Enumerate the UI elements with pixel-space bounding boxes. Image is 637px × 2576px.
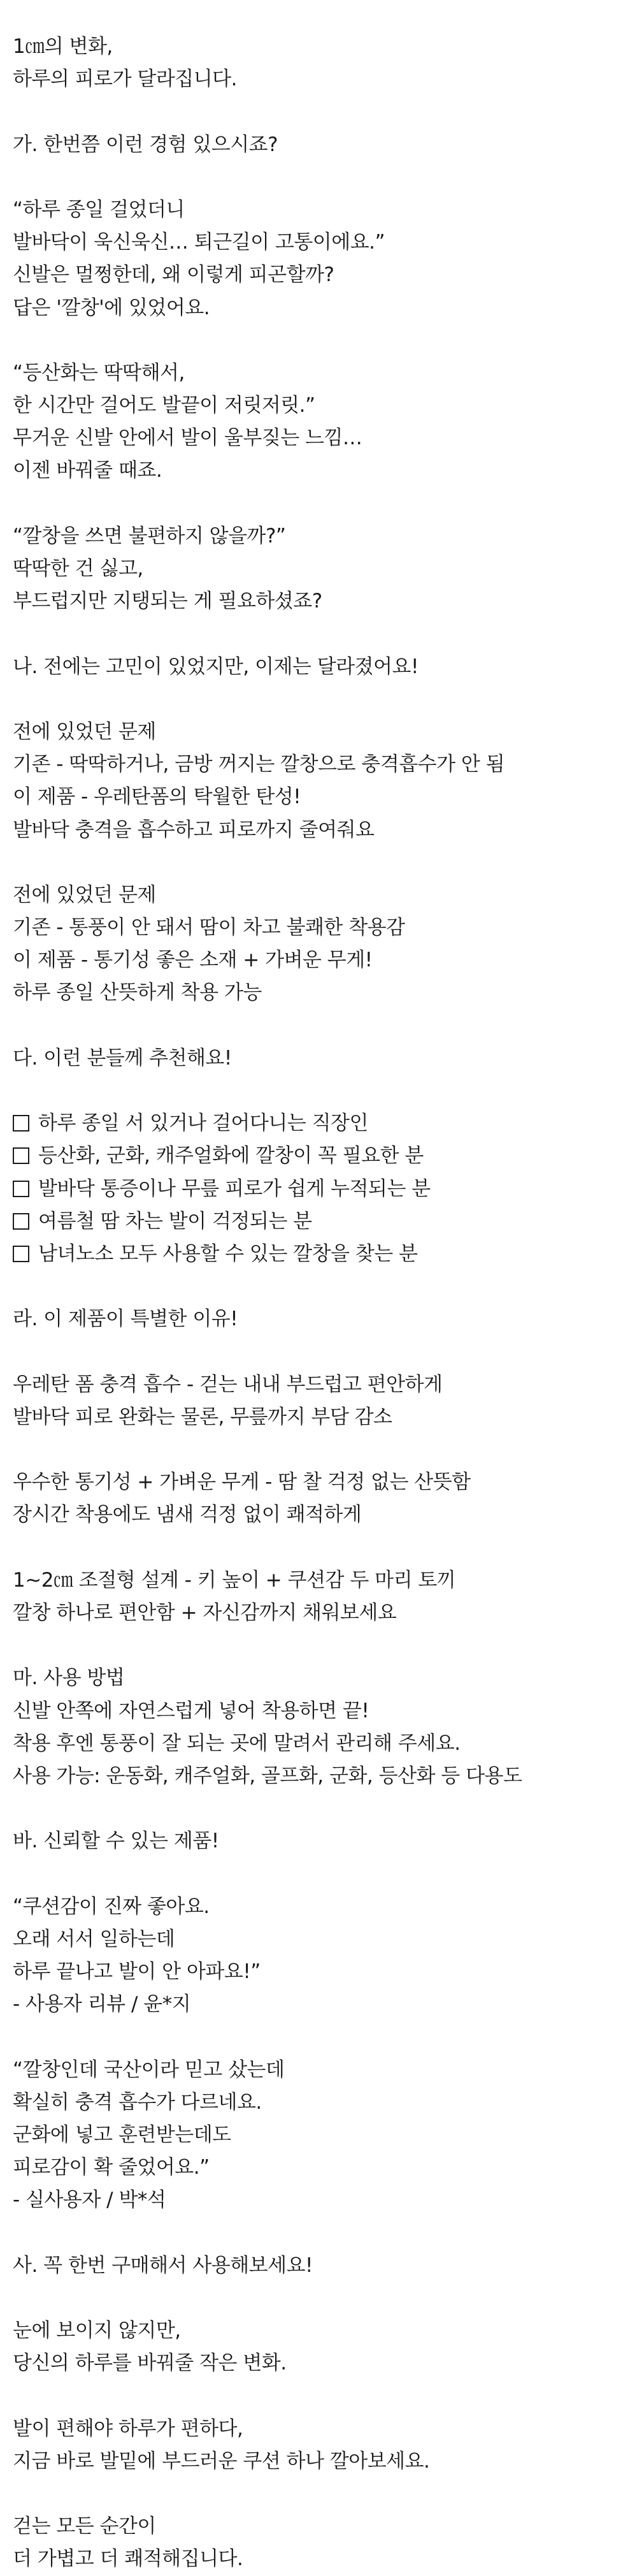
quote-line: 발바닥이 욱신욱신… 퇴근길이 고통이에요.” [13,231,385,254]
checkbox-icon [13,1147,29,1164]
review-line: 확실히 충격 흡수가 다르네요. [13,2090,262,2114]
quote-line: 무거운 신발 안에서 발이 울부짖는 느낌… [13,426,362,450]
checkbox-icon [13,1115,29,1132]
usage-line: 착용 후엔 통풍이 잘 되는 곳에 말려서 관리해 주세요. [13,1731,461,1755]
checklist-item [13,1140,624,1172]
comparison-line: 전에 있었던 문제 [13,720,156,743]
intro-line: 1㎝의 변화, [13,35,113,58]
comparison-line: 기존 - 딱딱하거나, 금방 꺼지는 깔창으로 충격흡수가 안 됨 [13,753,505,776]
closing-line: 걷는 모든 순간이 [13,2515,156,2538]
section-heading: 바. 신뢰할 수 있는 제품! [13,1830,219,1853]
usage-line: 신발 안쪽에 자연스럽게 넣어 착용하면 끝! [13,1699,369,1722]
checklist-item-label: 등산화, 군화, 캐주얼화에 깔창이 꼭 필요한 분 [38,1144,424,1168]
review-line: 군화에 넣고 훈련받는데도 [13,2123,231,2146]
checklist-item [13,1238,624,1270]
section-heading: 마. 사용 방법 [13,1666,125,1690]
comparison-line: 이 제품 - 통기성 좋은 소재 + 가벼운 무게! [13,949,373,972]
quote-line: 신발은 멀쩡한데, 왜 이렇게 피곤할까? [13,263,334,287]
comparison-line: 발바닥 충격을 흡수하고 피로까지 줄여줘요 [13,818,375,841]
closing-line: 더 가볍고 더 쾌적해집니다. [13,2547,243,2571]
reason-line: 깔창 하나로 편안함 + 자신감까지 채워보세요 [13,1601,397,1624]
checklist-item-label: 하루 종일 서 있거나 걸어다니는 직장인 [38,1112,368,1135]
usage-line: 사용 가능: 운동화, 캐주얼화, 골프화, 군화, 등산화 등 다용도 [13,1764,522,1787]
reason-line: 우레탄 폼 충격 흡수 - 걷는 내내 부드럽고 편안하게 [13,1372,443,1396]
reason-line: 우수한 통기성 + 가벼운 무게 - 땀 찰 걱정 없는 산뜻함 [13,1471,471,1494]
review-line: 하루 끝나고 발이 안 아파요!” [13,1960,261,1984]
reason-line: 장시간 착용에도 냄새 걱정 없이 쾌적하게 [13,1503,362,1527]
reason-line: 발바닥 피로 완화는 물론, 무릎까지 부담 감소 [13,1405,392,1429]
checklist-item-label: 남녀노소 모두 사용할 수 있는 깔창을 찾는 분 [38,1242,418,1265]
section-heading: 가. 한번쯤 이런 경험 있으시죠? [13,133,278,156]
review-line: 오래 서서 일하는데 [13,1927,175,1951]
reason-line: 1~2㎝ 조절형 설계 - 키 높이 + 쿠션감 두 마리 토끼 [13,1568,456,1592]
quote-line: 딱딱한 건 싫고, [13,557,143,580]
document-body [13,31,624,2576]
checklist-item-label: 발바닥 통증이나 무릎 피로가 쉽게 누적되는 분 [38,1177,431,1200]
review-line: 피로감이 확 줄었어요.” [13,2156,210,2179]
closing-line: 지금 바로 발밑에 부드러운 쿠션 하나 깔아보세요. [13,2449,430,2473]
closing-line: 발이 편해야 하루가 편하다, [13,2417,243,2440]
quote-line: “등산화는 딱딱해서, [13,361,185,384]
checklist-item [13,1173,624,1205]
checkbox-icon [13,1181,29,1197]
checklist-item [13,1205,624,1238]
quote-line: 한 시간만 걸어도 발끝이 저릿저릿.” [13,394,315,418]
section-heading: 사. 꼭 한번 구매해서 사용해보세요! [13,2253,313,2277]
checkbox-icon [13,1213,29,1230]
closing-line: 당신의 하루를 바꿔줄 작은 변화. [13,2352,287,2375]
section-heading: 나. 전에는 고민이 있었지만, 이제는 달라졌어요! [13,655,419,678]
comparison-line: 이 제품 - 우레탄폼의 탁월한 탄성! [13,785,301,809]
intro-line: 하루의 피로가 달라집니다. [13,68,237,91]
comparison-line: 하루 종일 산뜻하게 착용 가능 [13,981,262,1005]
quote-line: 답은 '깔창'에 있었어요. [13,296,210,319]
review-author: - 사용자 리뷰 / 윤*지 [13,1993,191,2016]
quote-line: 이젠 바꿔줄 때죠. [13,459,162,483]
quote-line: 부드럽지만 지탱되는 게 필요하셨죠? [13,590,322,613]
closing-line: 눈에 보이지 않지만, [13,2319,181,2343]
quote-line: “깔창을 쓰면 불편하지 않을까?” [13,524,286,548]
quote-line: “하루 종일 걸었더니 [13,198,185,221]
review-line: “깔창인데 국산이라 믿고 샀는데 [13,2058,285,2081]
section-heading: 라. 이 제품이 특별한 이유! [13,1307,238,1331]
checklist-item-label: 여름철 땀 차는 발이 걱정되는 분 [38,1209,312,1233]
checkbox-icon [13,1246,29,1262]
review-line: “쿠션감이 진짜 좋아요. [13,1895,210,1918]
comparison-line: 기존 - 통풍이 안 돼서 땀이 차고 불쾌한 착용감 [13,916,405,940]
review-author: - 실사용자 / 박*석 [13,2188,166,2212]
checklist-item [13,1107,624,1140]
comparison-line: 전에 있었던 문제 [13,883,156,906]
section-heading: 다. 이런 분들께 추천해요! [13,1046,232,1070]
